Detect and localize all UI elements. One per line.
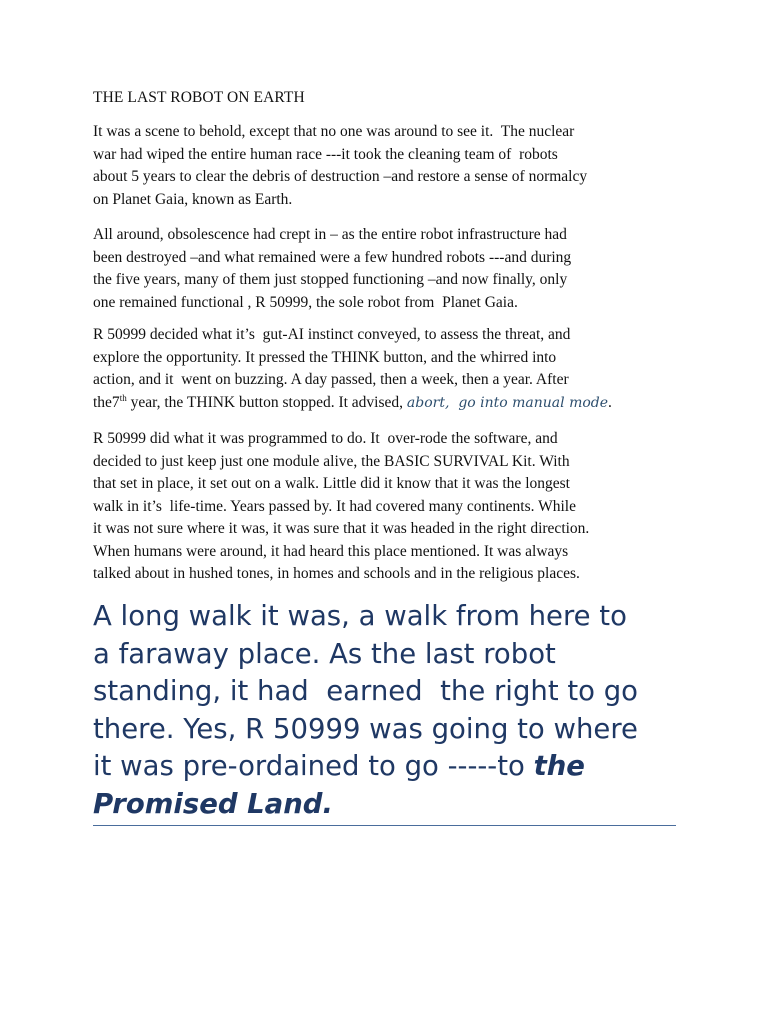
paragraph-line: It was a scene to behold, except that no one was around to see it. The nuclear [93,123,575,140]
paragraph-line: the five years, many of them just stopped functioning –and now finally, only [93,271,568,288]
paragraph-line: been destroyed –and what remained were a few hundred robots ---and during [93,248,572,266]
paragraph-line: on Planet Gaia, known as Earth. [93,190,293,208]
paragraph-line: war had wiped the entire human race ---it took the cleaning team of robots [93,145,558,163]
line-text: year, the THINK button stopped. It advised, [126,393,407,411]
paragraph-line: decided to just keep just one module alive, the BASIC SURVIVAL Kit. With [93,452,570,470]
document-title: THE LAST ROBOT ON EARTH [93,89,305,106]
paragraph-line: explore the opportunity. It pressed the THINK button, and the whirred into [93,348,557,366]
paragraph-3 [93,324,693,414]
paragraph-line: one remained functional , R 50999, the sole robot from Planet Gaia. [93,293,518,311]
closing-line [93,748,683,786]
emphasis-text: the [533,750,585,782]
paragraph-line: action, and it went on buzzing. A day passed, then a week, then a year. After [93,371,569,388]
paragraph-line: R 50999 did what it was programmed to do. It over-rode the software, and [93,430,558,447]
paragraph-line: it was not sure where it was, it was sure that it was headed in the right direction. [93,520,590,537]
paragraph-line [93,392,693,415]
closing-line: a faraway place. As the last robot [93,637,556,670]
closing-statement [93,598,683,823]
line-text: . [608,393,612,411]
closing-line: there. Yes, R 50999 was going to where [93,712,638,745]
horizontal-rule [93,825,676,826]
paragraph-line: walk in it’s life-time. Years passed by. It had covered many continents. While [93,497,576,515]
closing-line: standing, it had earned the right to go [93,675,638,707]
paragraph-1 [93,121,693,211]
paragraph-line: All around, obsolescence had crept in – as the entire robot infrastructure had [93,226,567,243]
closing-text: it was pre-ordained to go -----to [93,750,534,782]
paragraph-line: about 5 years to clear the debris of destruction –and restore a sense of normalcy [93,168,588,185]
paragraph-line: R 50999 decided what it’s gut-AI instinct conveyed, to assess the threat, and [93,326,571,343]
ordinal-superscript: th [119,392,127,403]
paragraph-line: When humans were around, it had heard this place mentioned. It was always [93,542,569,560]
paragraph-line: that set in place, it set out on a walk. Little did it know that it was the longest [93,475,570,492]
line-text: the7 [93,393,120,411]
promised-land-text: Promised Land. [93,787,333,820]
italic-advice: abort, go into manual mode [406,394,609,411]
paragraph-2 [93,224,693,314]
closing-line: A long walk it was, a walk from here to [93,600,627,632]
paragraph-line: talked about in hushed tones, in homes and schools and in the religious places. [93,565,580,582]
paragraph-4 [93,428,693,586]
